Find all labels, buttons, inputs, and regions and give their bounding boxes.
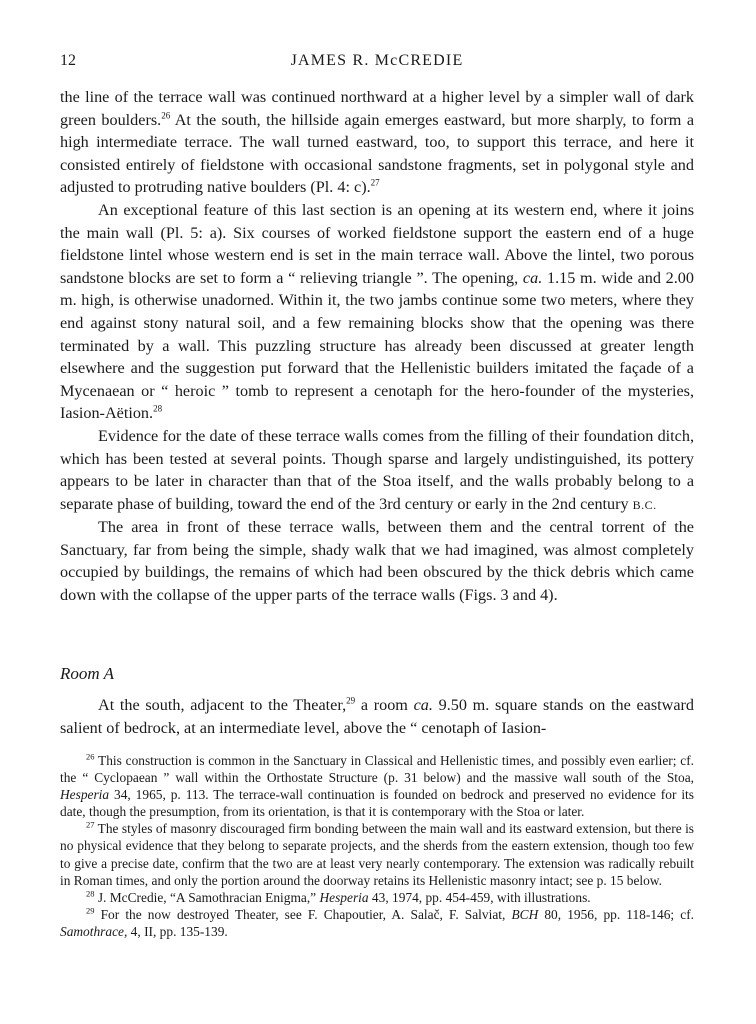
footnote-text: 34, 1965, p. 113. The terrace-wall continuation is founded on bedrock and preserved no evidence for its date, though the presumption, from its orientation, is that it is contemporary with the Stoa or later. — [60, 787, 694, 820]
footnote-number: 26 — [86, 751, 95, 762]
page-number: 12 — [60, 52, 76, 69]
footnote-ref-29[interactable]: 29 — [346, 695, 356, 706]
footnote-text: J. McCredie, “A Samothracian Enigma,” — [94, 889, 320, 905]
paragraph-2 — [60, 199, 694, 425]
page-header — [60, 52, 694, 74]
footnote-ref-27[interactable]: 27 — [370, 177, 380, 188]
paragraph-3-text: Evidence for the date of these terrace walls comes from the filling of their foundation ditch, which has been tested at several points. Though sparse and largely undistinguished, its pottery appears to be later in character than that of the Stoa itself, and the walls probably belong to a separate phase of building, toward the end of the 3rd century or early in the 2nd century — [60, 426, 694, 513]
series-title: Samothrace, — [60, 923, 128, 939]
footnote-text: The styles of masonry discouraged firm bonding between the main wall and its eastward extension, but there is no physical evidence that they belong to separate projects, and the sherds from the eastern extension, though too few to give a precise date, confirm that the two are at least very nearly contemporary. The extension was radically rebuilt in Roman times, and only the portion around the doorway retains its Hellenistic masonry intact; see p. 15 below. — [60, 821, 694, 888]
section-text-b: a room — [355, 696, 414, 714]
paragraph-1-text-a: the line of the terrace wall was continued northward at a higher level by a simpler wall of dark green boulders. — [60, 88, 694, 129]
footnote-text: This construction is common in the Sanctuary in Classical and Hellenistic times, and possibly even earlier; cf. the “ Cyclopaean ” wall within the Orthostate Structure (p. 31 below) and the massive wall south of the Stoa, — [60, 753, 694, 786]
section-text-c: 9.50 m. square stands on the eastward salient of bedrock, at an intermediate level, above the “ cenotaph of Iasion- — [60, 696, 695, 737]
circa-abbrev-2: ca. — [413, 696, 433, 714]
bc-abbrev: B.C. — [632, 497, 657, 512]
circa-abbrev: ca. — [522, 268, 543, 287]
footnote-ref-28[interactable]: 28 — [153, 403, 163, 414]
section-text — [60, 694, 694, 739]
paragraph-4: The area in front of these terrace walls, between them and the central torrent of the Sanctuary, far from being the simple, shady walk that we had imagined, was almost completely occupied by buildings, the remains of which had been obscured by the thick debris which came down with the collapse of the upper parts of the terrace walls (Figs. 3 and 4). — [60, 518, 694, 605]
footnote-text: For the now destroyed Theater, see F. Chapoutier, A. Salač, F. Salviat, — [94, 906, 512, 922]
footnote-28 — [60, 889, 694, 906]
footnote-text: 43, 1974, pp. 454-459, with illustrations. — [368, 889, 591, 905]
footnotes — [60, 752, 694, 940]
section-text-a: At the south, adjacent to the Theater, — [98, 696, 347, 714]
footnote-26 — [60, 752, 694, 820]
footnote-text: 4, II, pp. 135-139. — [127, 923, 228, 939]
section-paragraph — [60, 694, 694, 739]
paragraph-1 — [60, 86, 694, 199]
journal-title: BCH — [511, 906, 539, 922]
footnote-number: 27 — [86, 819, 95, 830]
journal-title: Hesperia — [60, 787, 110, 803]
paragraph-2-text-b: 1.15 m. wide and 2.00 m. high, is otherwise unadorned. Within it, the two jambs continue some two meters, where they end against stony natural soil, and a few remaining blocks show that the opening was there terminated by a wall. This puzzling structure has already been discussed at greater length elsewhere and the suggestion put forward that the Hellenistic builders imitated the façade of a Mycenaean or “ heroic ” tomb to represent a cenotaph for the hero-founder of the mysteries, Iasion-Aëtion. — [60, 268, 694, 423]
footnote-number: 29 — [86, 905, 95, 916]
paragraph-1-text-b: At the south, the hillside again emerges eastward, but more sharply, to form a high intermediate terrace. The wall turned eastward, too, to support this terrace, and here it consisted entirely of fieldstone with occasional sandstone fragments, set in polygonal style and adjusted to protruding native boulders (Pl. 4: c). — [60, 110, 694, 197]
footnote-text: 80, 1956, pp. 118-146; cf. — [538, 906, 694, 922]
body-text — [60, 86, 694, 607]
journal-title: Hesperia — [319, 889, 369, 905]
paragraph-3 — [60, 425, 694, 516]
paragraph-2-text-a: An exceptional feature of this last section is an opening at its western end, where it joins the main wall (Pl. 5: a). Six courses of worked fieldstone support the eastern end of a huge fieldstone lintel whose western end is set in the main terrace wall. Above the lintel, two porous sandstone blocks are set to form a “ relieving triangle ”. The opening, — [60, 200, 694, 287]
footnote-ref-26[interactable]: 26 — [161, 110, 171, 121]
footnote-number: 28 — [86, 888, 95, 899]
running-head: JAMES R. McCREDIE — [290, 52, 464, 69]
footnote-29 — [60, 906, 694, 940]
footnote-27 — [60, 820, 694, 888]
section-heading: Room A — [60, 664, 114, 683]
